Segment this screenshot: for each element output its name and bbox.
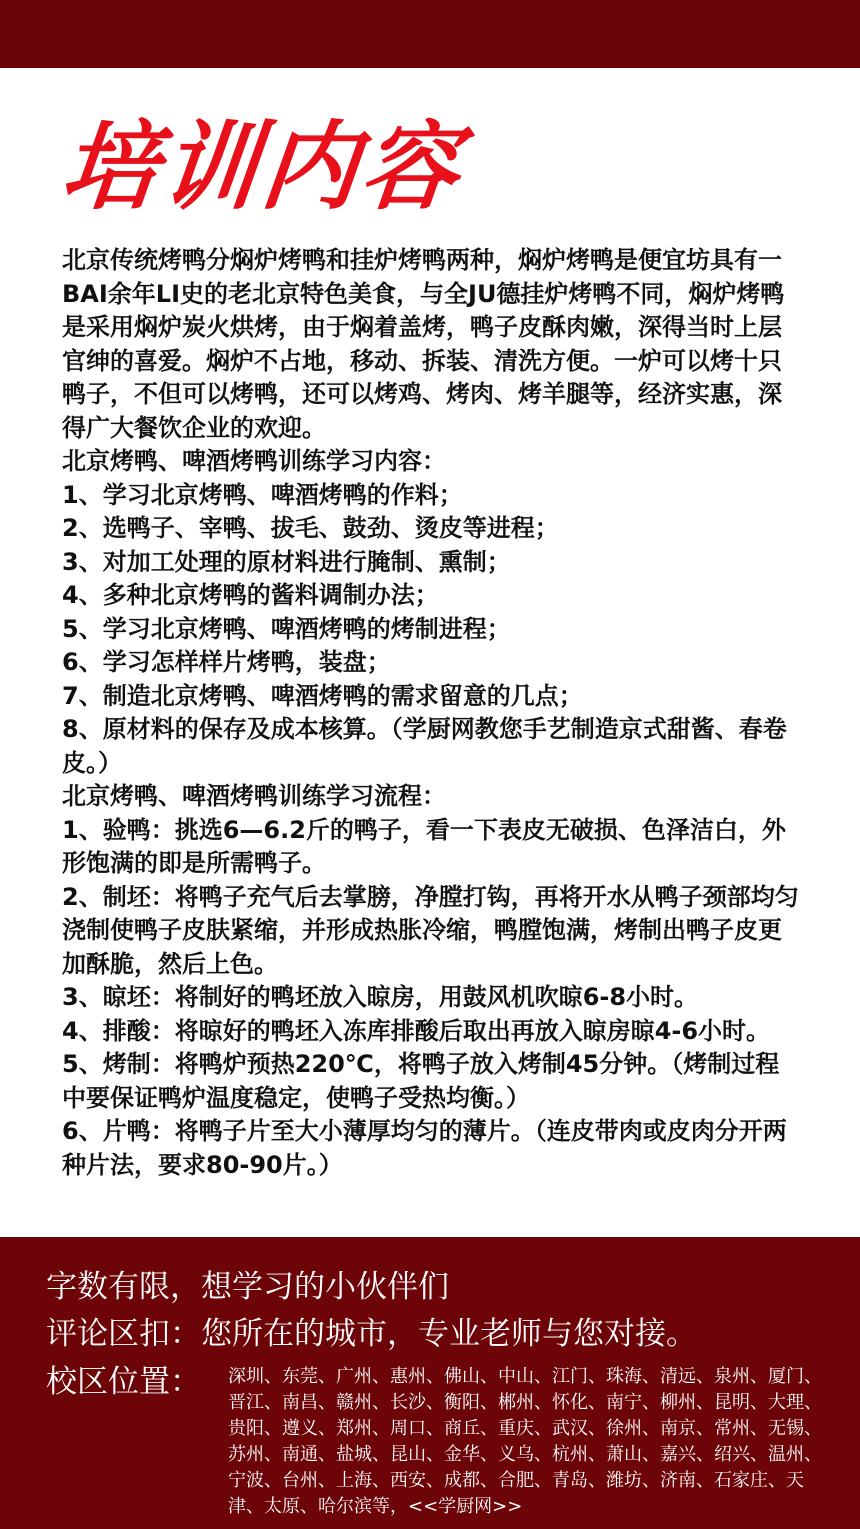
list-item: 1、学习北京烤鸭、啤酒烤鸭的作料；	[62, 480, 463, 509]
process-step: 5、烤制：将鸭炉预热220℃，将鸭子放入烤制45分钟。（烤制过程中要保证鸭炉温度稳定，使鸭子受热均衡。）	[62, 1050, 780, 1112]
list-item: 6、学习怎样样片烤鸭，装盘；	[62, 648, 391, 676]
section-heading-content: 北京烤鸭、啤酒烤鸭训练学习内容：	[62, 447, 446, 475]
campus-city-list: 深圳、东莞、广州、惠州、佛山、中山、江门、珠海、清远、泉州、厦门、晋江、南昌、赣州、长沙、衡阳、郴州、怀化、南宁、柳州、昆明、大理、贵阳、遵义、郑州、周口、商丘、重庆、武汉、徐州、南京、常州、无锡、苏州、南通、盐城、昆山、金华、义乌、杭州、萧山、嘉兴、绍兴、温州、宁波、台州、上海、西安、成都、合肥、青岛、潍坊、济南、石家庄、天津、太原、哈尔滨等，<<学厨网>>	[228, 1366, 822, 1517]
footer-line-invite: 字数有限，想学习的小伙伴们	[46, 1269, 449, 1305]
process-step: 6、片鸭：将鸭子片至大小薄厚均匀的薄片。（连皮带肉或皮肉分开两种片法，要求80-90片。）	[62, 1117, 787, 1179]
process-step: 1、验鸭：挑选6—6.2斤的鸭子，看一下表皮无破损、色泽洁白，外形饱满的即是所需鸭子。	[62, 815, 786, 877]
list-item: 5、学习北京烤鸭、啤酒烤鸭的烤制进程；	[62, 614, 511, 643]
page-title: 培训内容	[56, 111, 468, 223]
list-item: 2、选鸭子、宰鸭、拔毛、鼓劲、烫皮等进程；	[62, 514, 559, 542]
footer-line-comment: 评论区扣：您所在的城市，专业老师与您对接。	[46, 1316, 697, 1352]
campus-label: 校区位置：	[46, 1364, 201, 1400]
list-item: 7、制造北京烤鸭、啤酒烤鸭的需求留意的几点；	[62, 681, 583, 710]
process-step: 2、制坯：将鸭子充气后去掌膀，净膛打钩，再将开水从鸭子颈部均匀浇制使鸭子皮肤紧缩，并形成热胀冷缩，鸭膛饱满，烤制出鸭子皮更加酥脆，然后上色。	[62, 882, 799, 978]
section-heading-process: 北京烤鸭、啤酒烤鸭训练学习流程：	[62, 782, 446, 810]
top-banner	[0, 0, 860, 68]
process-step: 3、晾坯：将制好的鸭坯放入晾房，用鼓风机吹晾6-8小时。	[62, 983, 699, 1011]
list-item: 4、多种北京烤鸭的酱料调制办法；	[62, 581, 439, 609]
list-item: 3、对加工处理的原材料进行腌制、熏制；	[62, 547, 511, 576]
article-body	[62, 244, 802, 1182]
process-step: 4、排酸：将晾好的鸭坯入冻库排酸后取出再放入晾房晾4-6小时。	[62, 1016, 771, 1045]
footer-banner	[0, 1237, 860, 1529]
list-item: 8、原材料的保存及成本核算。（学厨网教您手艺制造京式甜酱、春卷皮。）	[62, 715, 787, 777]
intro-paragraph: 北京传统烤鸭分焖炉烤鸭和挂炉烤鸭两种，焖炉烤鸭是便宜坊具有一BAI余年LI史的老北京特色美食，与全JU德挂炉烤鸭不同，焖炉烤鸭是采用焖炉炭火烘烤，由于焖着盖烤，鸭子皮酥肉嫩，深得当时上层官绅的喜爱。焖炉不占地，移动、拆装、清洗方便。一炉可以烤十只鸭子，不但可以烤鸭，还可以烤鸡、烤肉、烤羊腿等，经济实惠，深得广大餐饮企业的欢迎。	[62, 246, 785, 442]
